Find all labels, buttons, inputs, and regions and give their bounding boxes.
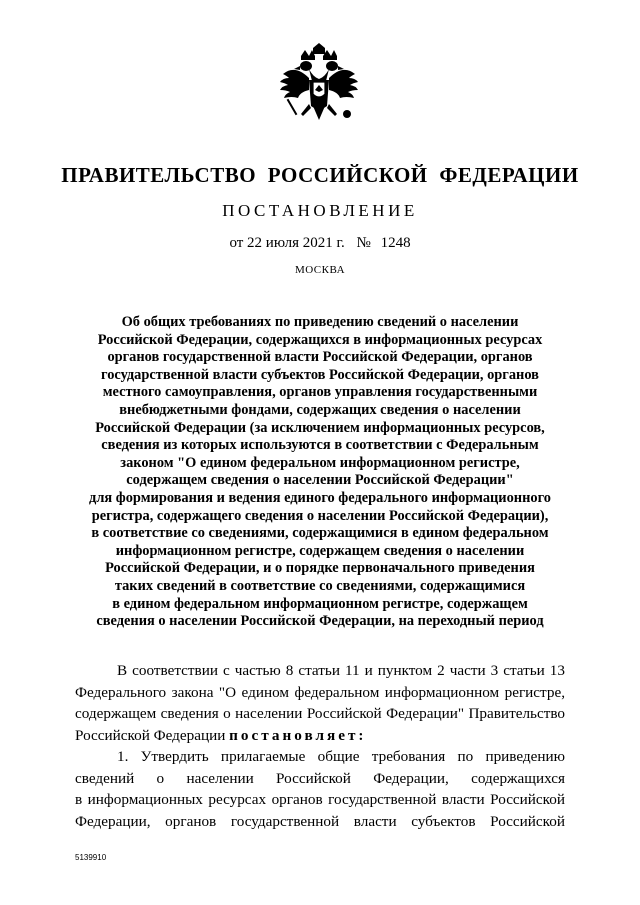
coat-of-arms-icon — [271, 42, 367, 138]
subject-line: сведения о населении Российской Федерации, на переходный период — [96, 613, 544, 630]
government-title: ПРАВИТЕЛЬСТВО РОССИЙСКОЙ ФЕДЕРАЦИИ — [61, 163, 579, 187]
subject-line: Российской Федерации, содержащихся в информационных ресурсах — [97, 331, 543, 348]
subject-line: законом "О едином федеральном информационном регистре, — [120, 454, 520, 471]
decides-keyword: постановляет: — [229, 726, 367, 744]
number-label: № — [356, 235, 371, 251]
body-line: В соответствии с частью 8 статьи 11 и пунктом 2 части 3 статьи 13 — [117, 662, 565, 679]
decree-date: от 22 июля 2021 г. — [229, 235, 345, 251]
decree-date-line — [0, 235, 640, 252]
decree-subject — [60, 314, 580, 631]
document-type: ПОСТАНОВЛЕНИЕ — [222, 201, 418, 220]
preamble-paragraph — [75, 660, 565, 746]
city: МОСКВА — [294, 264, 346, 276]
subject-line: регистра, содержащего сведения о населении Российской Федерации), — [91, 507, 549, 524]
subject-line: информационном регистре, содержащем сведения о населении — [115, 542, 525, 559]
subject-line: в соответствие со сведениями, содержащимися в едином федеральном — [91, 525, 549, 542]
body-line: Федерации, органов государственной власти субъектов Российской — [75, 812, 565, 830]
subject-line: органов государственной власти Российской Федерации, органов — [107, 349, 533, 366]
decree-body — [75, 660, 565, 832]
subject-line: Российской Федерации, и о порядке первоначального приведения — [105, 560, 535, 577]
body-line: 1. Утвердить прилагаемые общие требования по приведению — [117, 748, 565, 765]
subject-line: Об общих требованиях по приведению сведений о населении — [121, 314, 519, 330]
body-line: сведений о населении Российской Федерации, содержащихся — [75, 769, 565, 787]
subject-line: таких сведений в соответствие со сведениями, содержащимися — [114, 577, 526, 594]
body-line: Федерального закона "О едином федеральном информационном регистре, — [75, 683, 565, 701]
body-line — [75, 725, 565, 747]
body-line: в информационных ресурсах органов государственной власти Российской — [75, 791, 565, 808]
preamble-last-text: Российской Федерации — [75, 726, 226, 744]
subject-line: для формирования и ведения единого федерального информационного — [89, 489, 551, 506]
subject-line: Российской Федерации (за исключением информационных ресурсов, — [95, 419, 545, 436]
decree-number: 1248 — [380, 235, 411, 251]
subject-line: внебюджетными фондами, содержащих сведения о населении — [119, 401, 521, 418]
body-line: содержащем сведения о населении Российской Федерации" Правительство — [75, 705, 565, 722]
subject-line: содержащем сведения о населении Российской Федерации" — [126, 472, 514, 489]
subject-line: местного самоуправления, органов управления государственными — [102, 384, 538, 401]
document-code: 5139910 — [75, 853, 107, 862]
subject-line: в едином федеральном информационном регистре, содержащем — [112, 595, 528, 612]
subject-line: государственной власти субъектов Российской Федерации, органов — [101, 366, 539, 383]
item-1-paragraph — [75, 746, 565, 832]
subject-line: сведения из которых используются в соответствии с Федеральным — [101, 437, 539, 454]
